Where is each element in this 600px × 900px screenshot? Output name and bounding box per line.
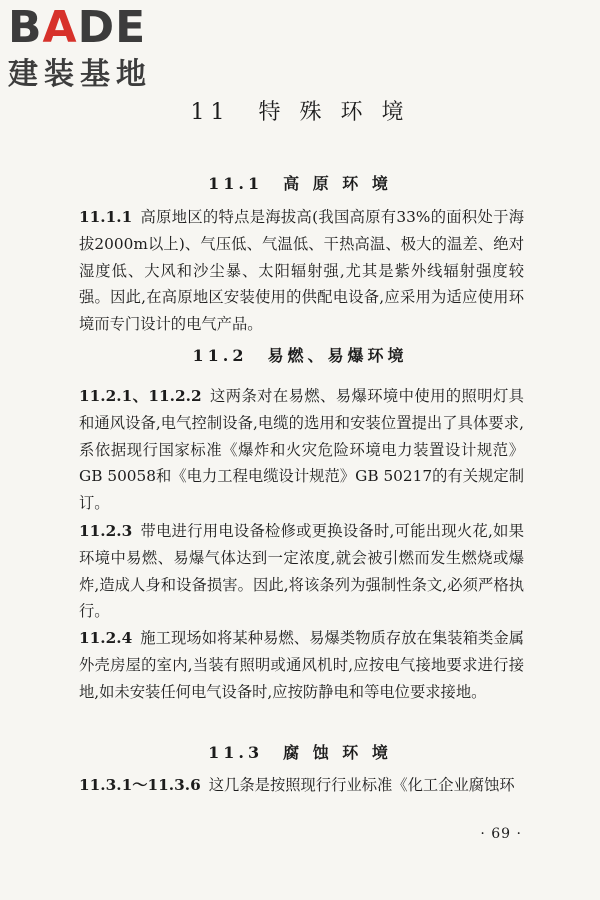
clause-number: 11.3.1～11.3.6 (79, 776, 201, 794)
paragraph-11-3-1-6 (79, 772, 524, 799)
paragraph-11-2-4 (79, 625, 524, 705)
logo-subtitle: 建装基地 (8, 57, 152, 92)
clause-text: 高原地区的特点是海拔高(我国高原有33%的面积处于海拔2000m以上)、气压低、气温低、干热高温、极大的温差、绝对湿度低、大风和沙尘暴、太阳辐射强,尤其是紫外线辐射强度较强。因此,在高原地区安装使用的供配电设备,应采用为适应使用环境而专门设计的电气产品。 (79, 208, 524, 334)
clause-text: 这几条是按照现行行业标准《化工企业腐蚀环 (208, 776, 515, 794)
page-title: 11 特 殊 环 境 (190, 100, 410, 125)
logo-wordmark: BADE (8, 2, 147, 53)
clause-number: 11.2.1、11.2.2 (79, 387, 202, 405)
clause-number: 11.2.4 (79, 629, 133, 647)
paragraph-11-1-1 (79, 204, 524, 338)
bade-logo (8, 2, 178, 92)
section-title-11-1: 11.1 高 原 环 境 (208, 174, 392, 193)
page-number: · 69 · (480, 826, 522, 842)
clause-text: 施工现场如将某种易燃、易爆类物质存放在集装箱类金属外壳房屋的室内,当装有照明或通风机时,应按电气接地要求进行接地,如未安装任何电气设备时,应按防静电和等电位要求接地。 (79, 629, 524, 701)
paragraph-11-2-3 (79, 518, 524, 625)
section-title-11-2: 11.2 易燃、易爆环境 (192, 346, 408, 365)
clause-number: 11.2.3 (79, 522, 133, 540)
clause-number: 11.1.1 (79, 208, 133, 226)
clause-text: 带电进行用电设备检修或更换设备时,可能出现火花,如果环境中易燃、易爆气体达到一定浓度,就会被引燃而发生燃烧或爆炸,造成人身和设备损害。因此,将该条列为强制性条文,必须严格执行。 (79, 522, 524, 621)
paragraph-11-2-1-2 (79, 383, 524, 517)
section-title-11-3: 11.3 腐 蚀 环 境 (208, 743, 392, 762)
clause-text: 这两条对在易燃、易爆环境中使用的照明灯具和通风设备,电气控制设备,电缆的选用和安装位置提出了具体要求,系依据现行国家标准《爆炸和火灾危险环境电力装置设计规范》GB 50058和《电力工程电缆设计规范》GB 50217的有关规定制订。 (79, 387, 524, 513)
